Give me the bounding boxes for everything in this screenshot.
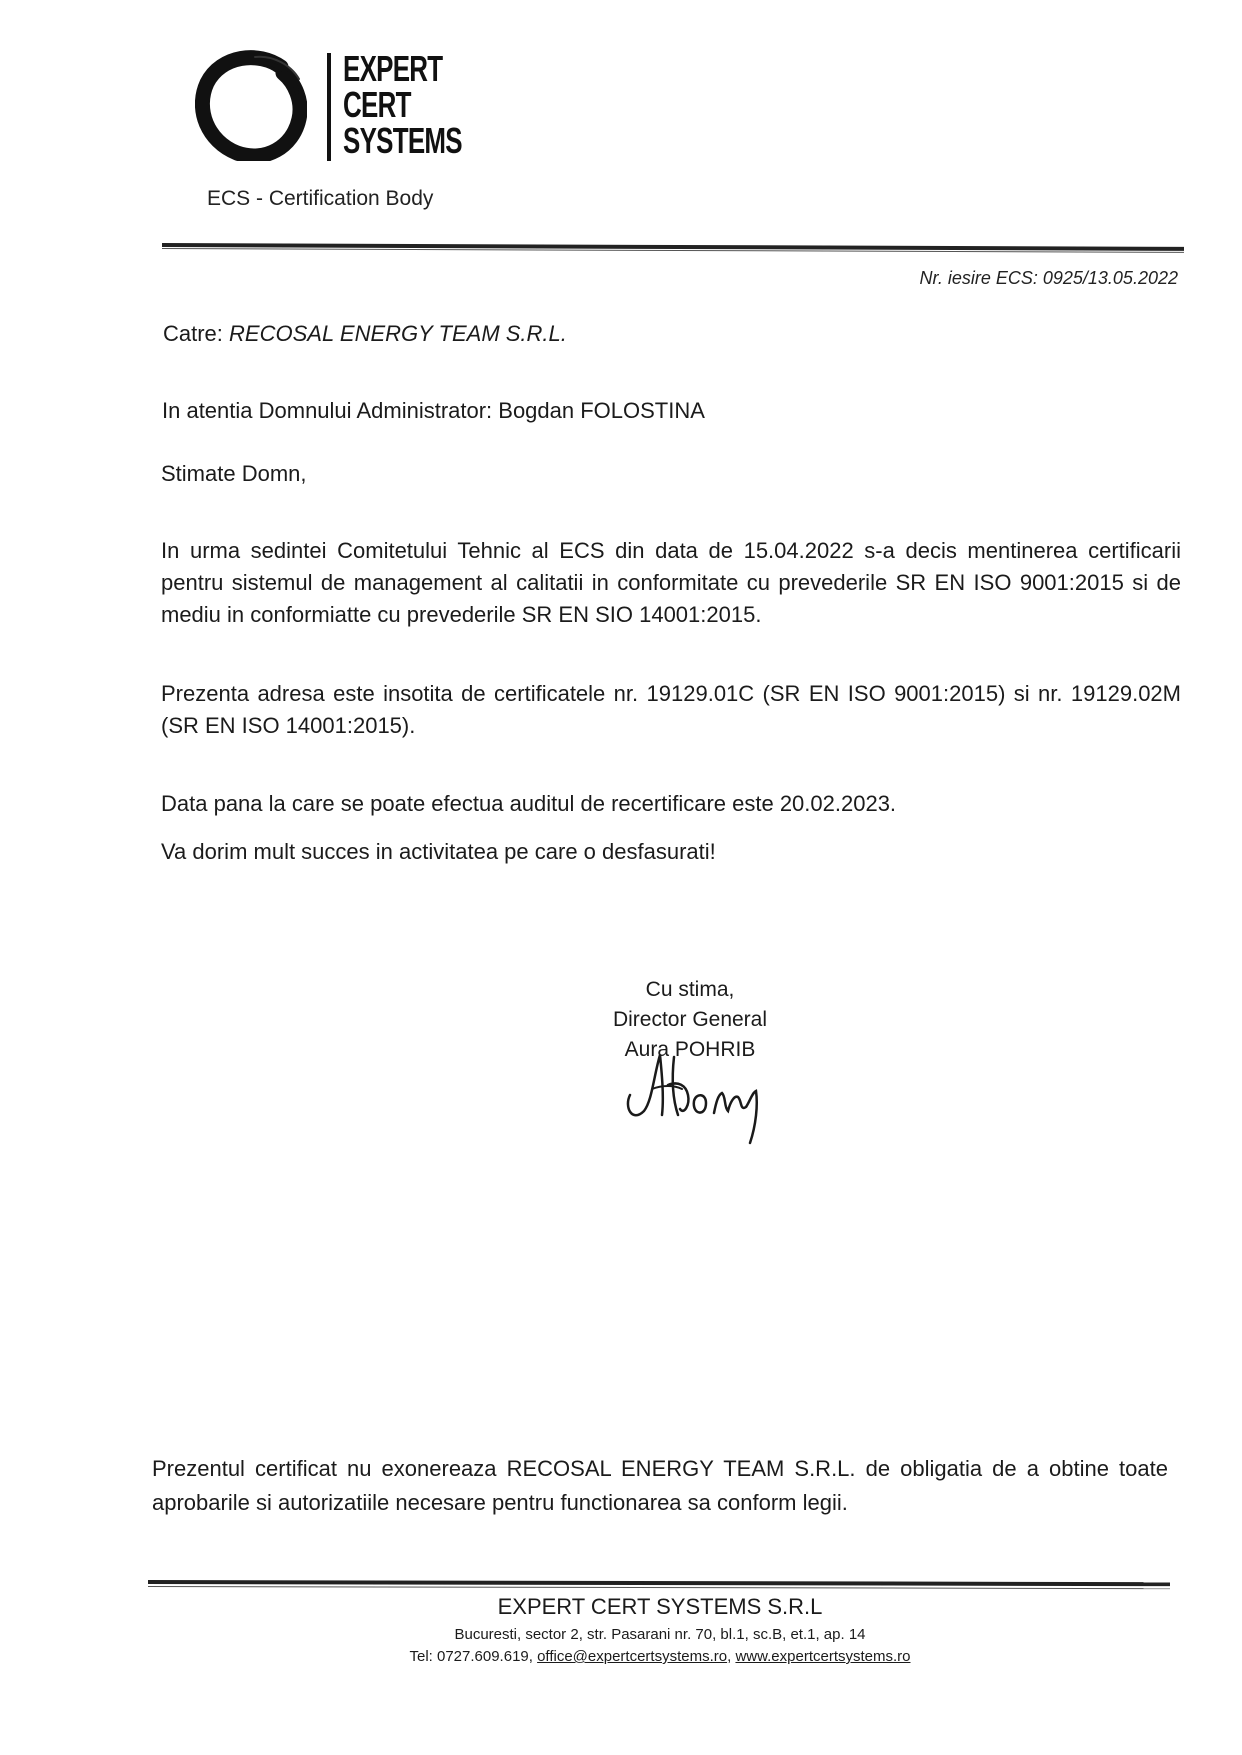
footer xyxy=(300,1590,1020,1668)
paragraph-wishes: Va dorim mult succes in activitatea pe care o desfasurati! xyxy=(161,839,716,864)
logo-divider xyxy=(327,53,331,161)
paragraph-recertification-date: Data pana la care se poate efectua auditul de recertificare este 20.02.2023. xyxy=(161,791,897,816)
salutation: Stimate Domn, xyxy=(161,461,307,486)
logo-line-cert: CERT xyxy=(343,84,411,125)
footer-separator: , xyxy=(727,1648,732,1665)
signer-name: Aura POHRIB xyxy=(624,1038,756,1061)
header-divider xyxy=(162,243,1184,251)
disclaimer: Prezentul certificat nu exonereaza RECOSAL ENERGY TEAM S.R.L. de obligatia de a obtine toate aprobarile si autorizatiile necesare pentru functionarea sa conform legii. xyxy=(152,1456,1168,1515)
brush-ring-icon xyxy=(195,49,307,161)
recipient-line xyxy=(163,318,567,350)
logo-line-systems: SYSTEMS xyxy=(343,120,462,161)
recipient-company: RECOSAL ENERGY TEAM S.R.L. xyxy=(229,321,567,346)
logo-line-expert: EXPERT xyxy=(343,48,443,89)
footer-company-name: EXPERT CERT SYSTEMS S.R.L xyxy=(497,1594,823,1619)
closing: Cu stima, xyxy=(645,978,735,1001)
logo-tagline: ECS - Certification Body xyxy=(207,187,434,210)
footer-website-link[interactable]: www.expertcertsystems.ro xyxy=(735,1648,911,1665)
footer-divider xyxy=(148,1580,1170,1586)
footer-contact xyxy=(300,1646,1020,1668)
recipient-prefix: Catre: xyxy=(163,321,223,346)
footer-address: Bucuresti, sector 2, str. Pasarani nr. 70, bl.1, sc.B, et.1, ap. 14 xyxy=(454,1626,866,1643)
attention-line: In atentia Domnului Administrator: Bogdan FOLOSTINA xyxy=(162,398,705,423)
reference-number: Nr. iesire ECS: 0925/13.05.2022 xyxy=(919,268,1178,288)
handwritten-signature xyxy=(622,1045,772,1145)
signer-title: Director General xyxy=(612,1008,768,1031)
company-logo xyxy=(195,45,485,210)
footer-phone: Tel: 0727.609.619, xyxy=(409,1648,533,1665)
logo-wordmark xyxy=(343,48,462,161)
paragraph-decision: In urma sedintei Comitetului Tehnic al ECS din data de 15.04.2022 s-a decis mentinerea certificarii pentru sistemul de management al calitatii in conformitate cu prevederile SR EN ISO 9001:2015 si de mediu in conformiatte cu prevederile SR EN SIO 14001:2015. xyxy=(161,538,1181,627)
footer-email-link[interactable]: office@expertcertsystems.ro xyxy=(537,1648,728,1665)
paragraph-certificates: Prezenta adresa este insotita de certificatele nr. 19129.01C (SR EN ISO 9001:2015) si nr. 19129.02M (SR EN ISO 14001:2015). xyxy=(161,681,1181,738)
